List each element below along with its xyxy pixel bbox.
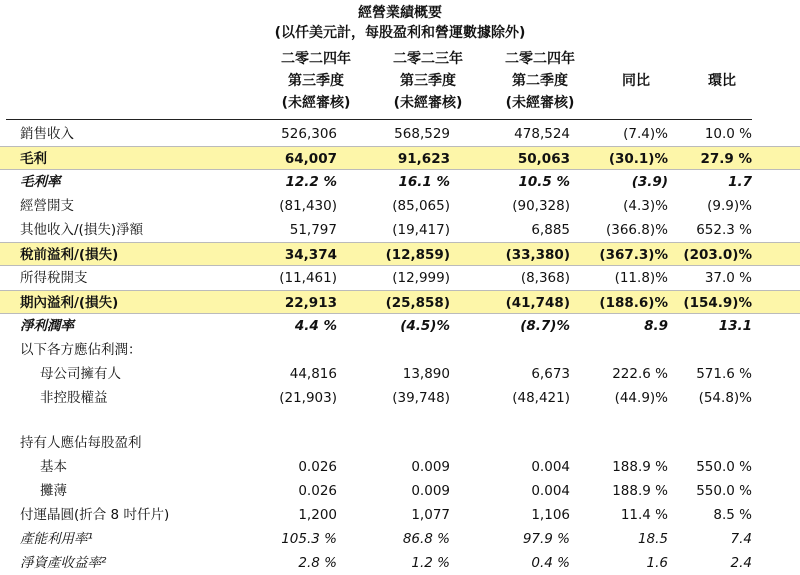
cell-yoy: (44.9)% (614, 390, 668, 406)
table-row-wafer-shipments (0, 503, 800, 527)
cell-q3-2023: 1.2 % (411, 555, 450, 571)
table-row-owners-of-parent (0, 362, 800, 386)
cell-yoy: 222.6 % (612, 366, 668, 382)
column-header-line1: 二零二四年 (281, 51, 351, 67)
cell-q3-2023: 568,529 (394, 126, 450, 142)
cell-q3-2024: 34,374 (284, 247, 337, 263)
cell-qoq: 8.5 % (713, 507, 752, 523)
cell-qoq: 7.4 (730, 531, 752, 547)
cell-q2-2024: 50,063 (517, 151, 570, 167)
column-header-q3-2024 (262, 48, 370, 114)
row-label: 淨利潤率 (20, 318, 74, 334)
column-header-line2: 第三季度 (400, 73, 456, 89)
table-row-income-tax (0, 266, 800, 290)
cell-q3-2024: 105.3 % (281, 531, 337, 547)
cell-qoq: 37.0 % (704, 270, 752, 286)
column-header-line1: 二零二三年 (393, 51, 463, 67)
cell-yoy: (366.8)% (605, 222, 668, 238)
cell-q3-2024: (11,461) (279, 270, 337, 286)
cell-yoy: (367.3)% (599, 247, 668, 263)
cell-q3-2023: 1,077 (411, 507, 450, 523)
column-header-line1: 二零二四年 (505, 51, 575, 67)
cell-yoy: 188.9 % (612, 483, 668, 499)
column-header-line2: 同比 (622, 73, 650, 89)
cell-yoy: (30.1)% (608, 151, 668, 167)
column-header-line3 (692, 92, 752, 114)
row-label: 持有人應佔每股盈利 (20, 435, 142, 451)
cell-qoq: 571.6 % (696, 366, 752, 382)
cell-q3-2024: 12.2 % (285, 174, 337, 190)
row-label: 母公司擁有人 (40, 366, 121, 382)
cell-q3-2023: (19,417) (392, 222, 450, 238)
column-header-q2-2024 (486, 48, 594, 114)
cell-qoq: (54.8)% (698, 390, 752, 406)
cell-q3-2024: 22,913 (284, 295, 337, 311)
row-label: 產能利用率¹ (20, 531, 93, 547)
column-header-line1 (692, 48, 752, 70)
table-row-revenue (0, 122, 800, 146)
cell-qoq: (154.9)% (683, 295, 752, 311)
cell-q2-2024: 10.5 % (518, 174, 570, 190)
column-header-line2: 第三季度 (288, 73, 344, 89)
table-row-profit-for-period (0, 290, 800, 314)
cell-qoq: 10.0 % (704, 126, 752, 142)
table-row-eps-diluted (0, 479, 800, 503)
cell-qoq: (203.0)% (683, 247, 752, 263)
row-label: 稅前溢利/(損失) (20, 247, 119, 263)
column-header-line3: (未經審核) (393, 95, 463, 111)
table-row-gross-margin (0, 170, 800, 194)
row-label: 毛利率 (20, 174, 61, 190)
cell-q2-2024: 0.004 (531, 459, 570, 475)
row-label: 經營開支 (20, 198, 74, 214)
table-row-return-on-equity (0, 551, 800, 575)
header-rule (6, 119, 752, 120)
cell-q3-2023: 86.8 % (402, 531, 450, 547)
table-row-other-income (0, 218, 800, 242)
cell-q2-2024: 478,524 (514, 126, 570, 142)
cell-qoq: (9.9)% (707, 198, 752, 214)
table-row-capacity-utilization (0, 527, 800, 551)
cell-yoy: (11.8)% (614, 270, 668, 286)
cell-yoy: (188.6)% (599, 295, 668, 311)
cell-q3-2024: 2.8 % (298, 555, 337, 571)
row-label: 基本 (40, 459, 67, 475)
column-header-line2: 環比 (708, 73, 736, 89)
cell-q3-2023: (4.5)% (400, 318, 450, 334)
cell-q2-2024: (33,380) (505, 247, 570, 263)
cell-yoy: (4.3)% (623, 198, 668, 214)
table-row-net-margin (0, 314, 800, 338)
table-row-profit-before-tax (0, 242, 800, 266)
column-header-line2: 第二季度 (512, 73, 568, 89)
cell-q3-2023: 0.009 (411, 483, 450, 499)
row-label: 以下各方應佔利潤： (20, 342, 142, 358)
cell-yoy: 8.9 (644, 318, 668, 334)
cell-q3-2024: (81,430) (279, 198, 337, 214)
column-header-yoy (606, 48, 666, 114)
cell-yoy: 11.4 % (620, 507, 668, 523)
column-header-q3-2023 (374, 48, 482, 114)
cell-q3-2024: 0.026 (298, 459, 337, 475)
table-row-operating-expenses (0, 194, 800, 218)
cell-q3-2023: 91,623 (397, 151, 450, 167)
cell-qoq: 652.3 % (696, 222, 752, 238)
cell-q2-2024: 97.9 % (522, 531, 570, 547)
table-row-gross-profit (0, 146, 800, 170)
cell-q3-2023: (12,859) (385, 247, 450, 263)
cell-qoq: 550.0 % (696, 459, 752, 475)
cell-q2-2024: 0.4 % (531, 555, 570, 571)
cell-q3-2023: (39,748) (392, 390, 450, 406)
row-label: 付運晶圓(折合 8 吋仟片) (20, 507, 170, 523)
column-header-line1 (606, 48, 666, 70)
row-label: 其他收入/(損失)淨額 (20, 222, 144, 238)
table-row-spacer (0, 410, 800, 431)
cell-q3-2024: 526,306 (281, 126, 337, 142)
cell-q2-2024: 6,885 (531, 222, 570, 238)
cell-q3-2024: 64,007 (284, 151, 337, 167)
cell-qoq: 13.1 (718, 318, 752, 334)
row-label: 期內溢利/(損失) (20, 295, 119, 311)
column-header-line3: (未經審核) (281, 95, 351, 111)
table-row-attributable-heading (0, 338, 800, 362)
table-row-eps-basic (0, 455, 800, 479)
cell-q2-2024: 1,106 (531, 507, 570, 523)
cell-q2-2024: 0.004 (531, 483, 570, 499)
cell-q2-2024: (8.7)% (520, 318, 570, 334)
cell-yoy: (7.4)% (623, 126, 668, 142)
column-header-qoq (692, 48, 752, 114)
cell-qoq: 550.0 % (696, 483, 752, 499)
cell-qoq: 2.4 (730, 555, 752, 571)
table-row-eps-heading (0, 431, 800, 455)
results-table-body (0, 122, 800, 575)
cell-q2-2024: 6,673 (531, 366, 570, 382)
cell-q3-2023: 0.009 (411, 459, 450, 475)
row-label: 淨資產收益率² (20, 555, 107, 571)
column-header-line3 (606, 92, 666, 114)
cell-yoy: 18.5 (637, 531, 668, 547)
cell-yoy: (3.9) (631, 174, 668, 190)
row-label: 所得稅開支 (20, 270, 88, 286)
cell-qoq: 27.9 % (700, 151, 752, 167)
cell-q2-2024: (8,368) (520, 270, 570, 286)
table-title: 經營業績概要 (358, 5, 442, 21)
cell-yoy: 1.6 (646, 555, 668, 571)
cell-q3-2023: (85,065) (392, 198, 450, 214)
row-label: 毛利 (20, 151, 47, 167)
cell-q3-2024: 51,797 (289, 222, 337, 238)
table-subtitle: (以仟美元計，每股盈利和營運數據除外) (274, 25, 526, 41)
cell-q2-2024: (41,748) (505, 295, 570, 311)
row-label: 銷售收入 (20, 126, 74, 142)
cell-q3-2024: 1,200 (298, 507, 337, 523)
cell-q3-2024: 0.026 (298, 483, 337, 499)
column-header-line3: (未經審核) (505, 95, 575, 111)
table-row-non-controlling-interests (0, 386, 800, 410)
cell-yoy: 188.9 % (612, 459, 668, 475)
cell-qoq: 1.7 (728, 174, 752, 190)
row-label: 攤薄 (40, 483, 67, 499)
cell-q3-2024: 4.4 % (294, 318, 337, 334)
cell-q3-2023: 13,890 (402, 366, 450, 382)
cell-q2-2024: (48,421) (512, 390, 570, 406)
cell-q3-2023: (12,999) (392, 270, 450, 286)
cell-q3-2023: 16.1 % (398, 174, 450, 190)
cell-q3-2024: 44,816 (289, 366, 337, 382)
cell-q2-2024: (90,328) (512, 198, 570, 214)
row-label: 非控股權益 (40, 390, 108, 406)
cell-q3-2023: (25,858) (385, 295, 450, 311)
cell-q3-2024: (21,903) (279, 390, 337, 406)
